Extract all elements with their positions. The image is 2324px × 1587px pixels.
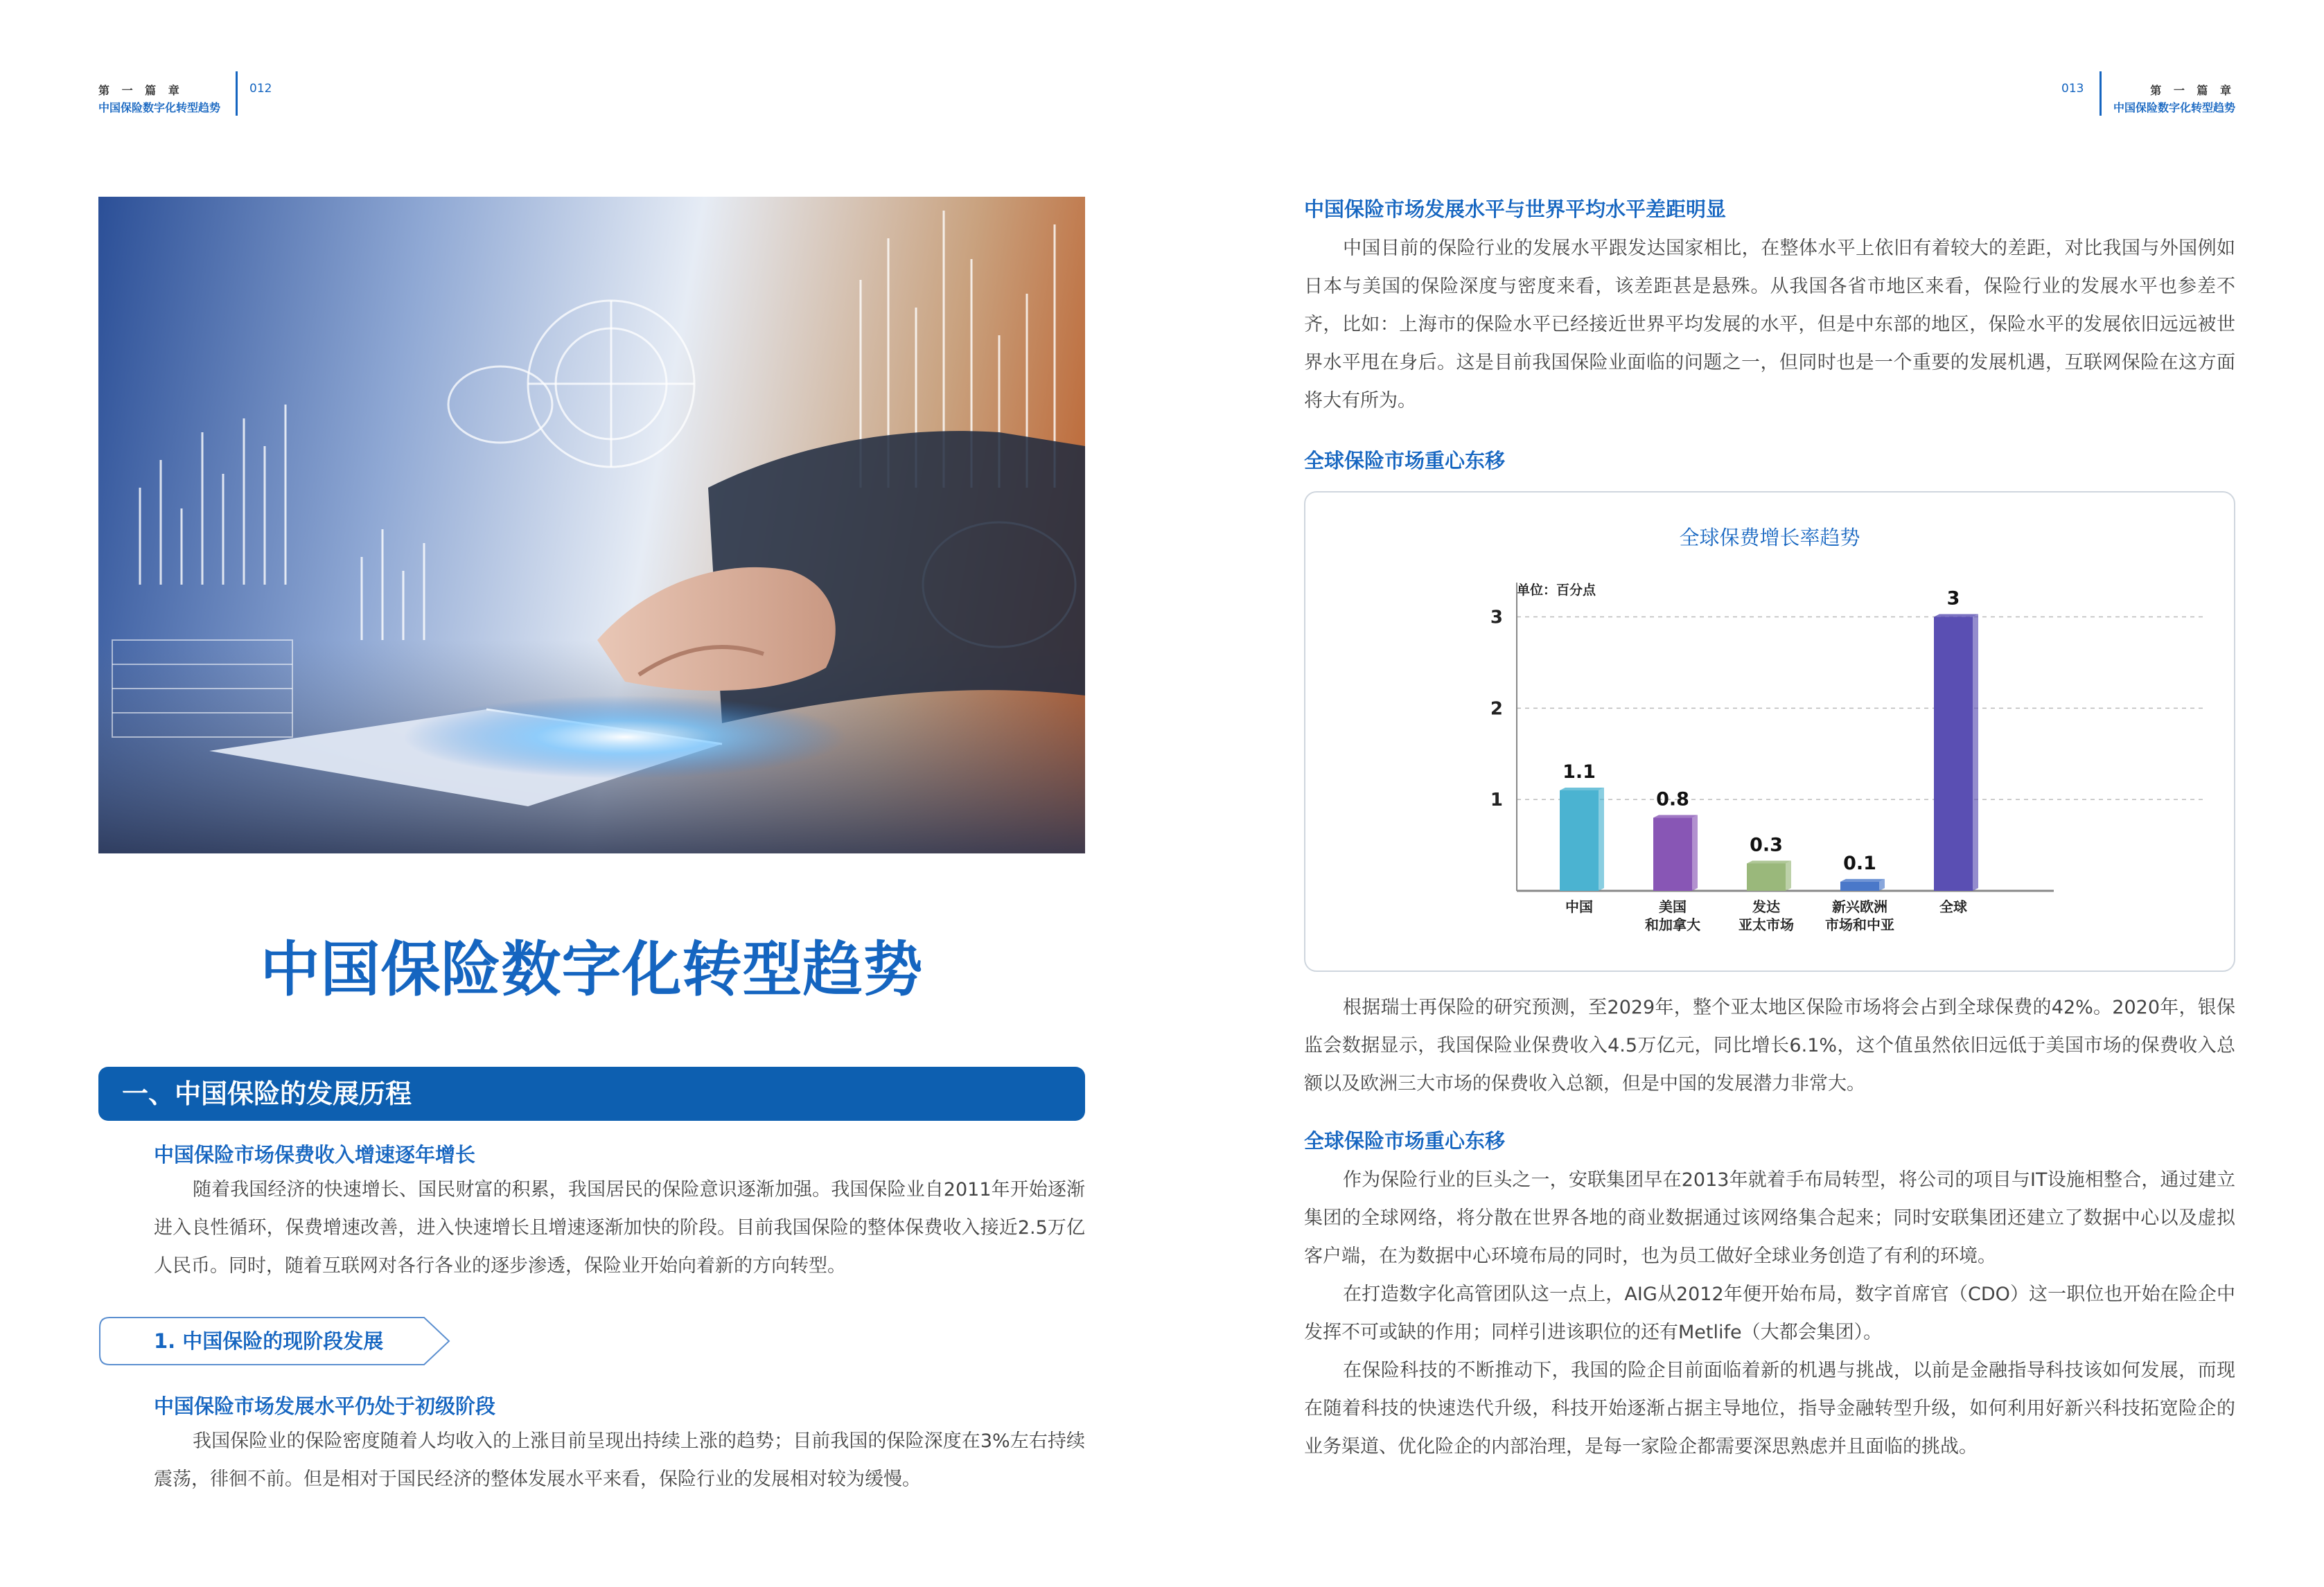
chart-panel xyxy=(1304,491,2235,972)
heading-primary-stage: 中国保险市场发展水平仍处于初级阶段 xyxy=(154,1394,496,1418)
y-tick-label: 2 xyxy=(1490,698,1503,720)
section-heading-bar: 一、中国保险的发展历程 xyxy=(98,1067,1085,1121)
bar-value-label: 0.8 xyxy=(1656,788,1689,810)
bar-value-label: 1.1 xyxy=(1562,761,1596,783)
paragraph-premium-growth: 随着我国经济的快速增长、国民财富的积累，我国居民的保险意识逐渐加强。我国保险业自2011年开始逐渐进入良性循环，保费增速改善，进入快速增长且增速逐渐加快的阶段。目前我国保险的整体保费收入接近2.5万亿人民币。同时，随着互联网对各行各业的逐步渗透，保险业开始向着新的方向转型。 xyxy=(154,1179,1085,1277)
right-page-number: 013 xyxy=(2061,82,2084,96)
x-category-label: 市场和中亚 xyxy=(1825,916,1894,933)
bar-side xyxy=(1692,815,1698,891)
right-header-book-title: 中国保险数字化转型趋势 xyxy=(2113,101,2235,114)
chart-title: 全球保费增长率趋势 xyxy=(1679,526,1860,549)
heading-premium-growth: 中国保险市场保费收入增速逐年增长 xyxy=(154,1143,476,1167)
x-category-label: 新兴欧洲 xyxy=(1832,898,1887,915)
paragraph-aig: 在打造数字化高管团队这一点上，AIG从2012年便开始布局，数字首席官（CDO）这一职位也开始在险企中发挥不可或缺的作用；同样引进该职位的还有Metlife（大都会集团）。 xyxy=(1304,1284,2235,1343)
subsection-tag xyxy=(98,1316,452,1366)
right-header-chapter: 第 一 篇 章 xyxy=(2150,84,2235,97)
subsection-tag-label: 1. 中国保险的现阶段发展 xyxy=(154,1329,384,1353)
bar-top xyxy=(1747,860,1791,863)
bar-top xyxy=(1560,788,1604,790)
x-category-label: 中国 xyxy=(1565,898,1593,915)
heading-market-east-1: 全球保险市场重心东移 xyxy=(1304,449,1506,472)
heading-world-gap: 中国保险市场发展水平与世界平均水平差距明显 xyxy=(1304,197,1727,221)
hero-image xyxy=(98,197,1085,853)
bar-top xyxy=(1653,815,1698,818)
bar-value-label: 0.3 xyxy=(1750,834,1783,856)
bar-chart xyxy=(1305,493,2234,970)
bar-top xyxy=(1840,879,1885,882)
chart-unit-label: 单位：百分点 xyxy=(1517,583,1596,598)
bar xyxy=(1653,818,1692,891)
paragraph-world-gap: 中国目前的保险行业的发展水平跟发达国家相比，在整体水平上依旧有着较大的差距，对比我国与外国例如日本与美国的保险深度与密度来看，该差距甚是悬殊。从我国各省市地区来看，保险行业的发展水平也参差不齐，比如：上海市的保险水平已经接近世界平均发展的水平，但是中东部的地区，保险水平的发展依旧远远被世界水平甩在身后。这是目前我国保险业面临的问题之一，但同时也是一个重要的发展机遇，互联网保险在这方面将大有所为。 xyxy=(1304,238,2235,411)
y-tick-label: 1 xyxy=(1490,790,1503,811)
bar-top xyxy=(1934,614,1978,617)
bar-side xyxy=(1786,860,1791,891)
bar-value-label: 3 xyxy=(1946,587,1960,610)
left-page-number: 012 xyxy=(249,82,272,96)
bar xyxy=(1747,863,1786,891)
x-category-label: 和加拿大 xyxy=(1645,916,1700,933)
bar-side xyxy=(1973,614,1978,891)
x-category-label: 亚太市场 xyxy=(1738,916,1794,933)
paragraph-primary-stage: 我国保险业的保险密度随着人均收入的上涨目前呈现出持续上涨的趋势；目前我国的保险深度在3%左右持续震荡，徘徊不前。但是相对于国民经济的整体发展水平来看，保险行业的发展相对较为缓慢。 xyxy=(154,1430,1085,1490)
left-header-chapter: 第 一 篇 章 xyxy=(98,84,184,97)
bar xyxy=(1934,617,1973,891)
left-header-divider xyxy=(236,71,238,116)
heading-market-east-2: 全球保险市场重心东移 xyxy=(1304,1129,1506,1153)
right-header-divider xyxy=(2099,71,2102,116)
paragraph-insurtech: 在保险科技的不断推动下，我国的险企目前面临着新的机遇与挑战，以前是金融指导科技该如何发展，而现在随着科技的快速迭代升级，科技开始逐渐占据主导地位，指导金融转型升级，如何利用好新兴科技拓宽险企的业务渠道、优化险企的内部治理，是每一家险企都需要深思熟虑并且面临的挑战。 xyxy=(1304,1360,2235,1457)
x-category-label: 全球 xyxy=(1939,898,1967,915)
x-category-label: 发达 xyxy=(1752,898,1780,915)
bar xyxy=(1840,882,1879,891)
left-header-book-title: 中国保险数字化转型趋势 xyxy=(98,101,221,114)
bar-side xyxy=(1599,788,1604,891)
bar-value-label: 0.1 xyxy=(1843,852,1876,874)
bar xyxy=(1560,790,1599,891)
y-tick-label: 3 xyxy=(1490,607,1503,628)
paragraph-forecast: 根据瑞士再保险的研究预测，至2029年，整个亚太地区保险市场将会占到全球保费的42%。2020年，银保监会数据显示，我国保险业保费收入4.5万亿元，同比增长6.1%，这个值虽然依旧远低于美国市场的保费收入总额以及欧洲三大市场的保费收入总额，但是中国的发展潜力非常大。 xyxy=(1304,997,2235,1094)
paragraph-allianz: 作为保险行业的巨头之一，安联集团早在2013年就着手布局转型，将公司的项目与IT设施相整合，通过建立集团的全球网络，将分散在世界各地的商业数据通过该网络集合起来；同时安联集团还建立了数据中心以及虚拟客户端，在为数据中心环境布局的同时，也为员工做好全球业务创造了有利的环境。 xyxy=(1304,1169,2235,1267)
main-title: 中国保险数字化转型趋势 xyxy=(260,935,924,1004)
x-category-label: 美国 xyxy=(1659,898,1687,915)
